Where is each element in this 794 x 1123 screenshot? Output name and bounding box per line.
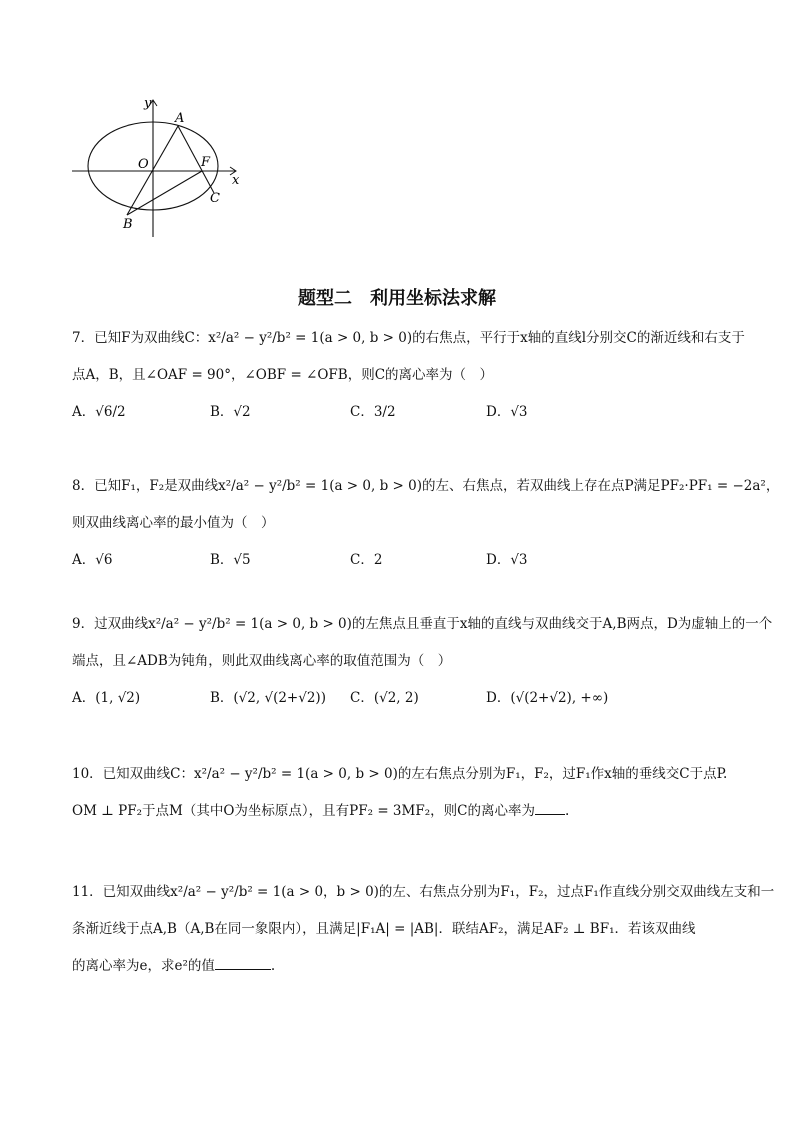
question-7	[72, 320, 745, 426]
label-C: C	[210, 191, 220, 206]
option-c: C．(√2, 2)	[350, 690, 419, 706]
option-a: A．√6/2	[72, 404, 126, 420]
option-a: A．(1, √2)	[72, 690, 141, 706]
question-8-line-2: 则双曲线离心率的最小值为（ ）	[72, 515, 275, 531]
question-9-line-1: 9．过双曲线x²/a² − y²/b² = 1(a > 0, b > 0)的左焦点且垂直于x轴的直线与双曲线交于A,B两点，D为虚轴上的一个	[72, 616, 773, 632]
section-title: 题型二 利用坐标法求解	[298, 288, 496, 309]
question-11-line-2: 条渐近线于点A,B（A,B在同一象限内），且满足|F₁A| = |AB|．联结AF₂，满足AF₂ ⊥ BF₁．若该双曲线	[72, 921, 696, 937]
option-c: C．3/2	[350, 404, 396, 420]
label-F: F	[201, 155, 211, 170]
question-11	[72, 874, 775, 985]
option-b: B．√5	[210, 552, 251, 568]
label-x: x	[232, 173, 240, 188]
question-11-line-3-text: 的离心率为e，求e²的值	[72, 958, 215, 974]
option-a: A．√6	[72, 552, 113, 568]
option-b: B．(√2, √(2+√2))	[210, 690, 326, 706]
question-11-line-1: 11．已知双曲线x²/a² − y²/b² = 1(a > 0，b > 0)的左、右焦点分别为F₁，F₂，过点F₁作直线分别交双曲线左支和一	[72, 884, 775, 900]
question-9-line-2: 端点，且∠ADB为钝角，则此双曲线离心率的取值范围为（ ）	[72, 653, 452, 669]
option-d: D．√3	[486, 552, 528, 568]
option-d: D．(√(2+√2), +∞)	[486, 690, 609, 706]
ellipse-figure	[68, 92, 258, 242]
question-11-tail: .	[270, 958, 276, 974]
question-10-tail: .	[564, 803, 570, 819]
answer-blank	[215, 957, 271, 970]
option-b: B．√2	[210, 404, 251, 420]
question-9	[72, 606, 773, 712]
question-10-line-1: 10．已知双曲线C：x²/a² − y²/b² = 1(a > 0, b > 0)的左右焦点分别为F₁，F₂，过F₁作x轴的垂线交C于点P.	[72, 766, 728, 782]
question-7-line-2: 点A，B，且∠OAF = 90°，∠OBF = ∠OFB，则C的离心率为（ ）	[72, 367, 494, 383]
label-O: O	[138, 157, 149, 172]
option-d: D．√3	[486, 404, 528, 420]
segment-BF	[127, 171, 202, 215]
question-10-line-2	[72, 793, 722, 830]
question-11-line-3	[72, 948, 722, 985]
question-10	[72, 756, 728, 830]
question-8-options	[72, 542, 722, 574]
label-y: y	[144, 96, 152, 111]
label-A: A	[175, 111, 185, 126]
question-8-line-1: 8．已知F₁，F₂是双曲线x²/a² − y²/b² = 1(a > 0, b > 0)的左、右焦点，若双曲线上存在点P满足PF₂·PF₁ = −2a²，	[72, 478, 780, 494]
question-7-line-1: 7．已知F为双曲线C：x²/a² − y²/b² = 1(a > 0, b > 0)的右焦点，平行于x轴的直线l分别交C的渐近线和右支于	[72, 330, 745, 346]
question-9-options	[72, 680, 722, 712]
question-7-options	[72, 394, 722, 426]
label-B: B	[123, 217, 133, 232]
question-10-line-2-text: OM ⊥ PF₂于点M（其中O为坐标原点），且有PF₂ = 3MF₂，则C的离心率为	[72, 803, 535, 819]
answer-blank	[535, 802, 565, 815]
question-8	[72, 468, 780, 574]
option-c: C．2	[350, 552, 383, 568]
